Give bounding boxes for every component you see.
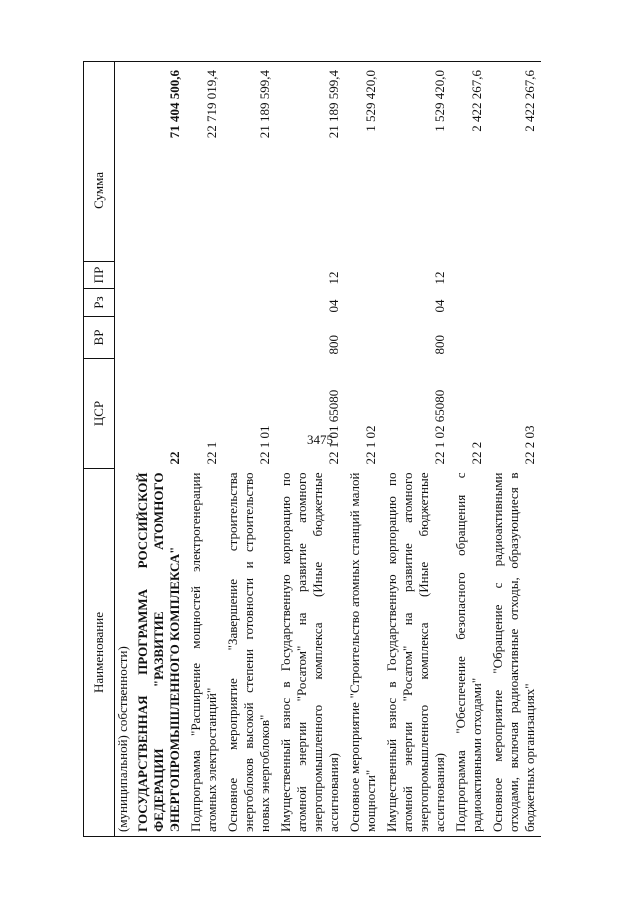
budget-table bbox=[83, 61, 541, 837]
row-rz bbox=[223, 289, 276, 317]
row-pr bbox=[345, 262, 382, 289]
row-rz bbox=[115, 289, 134, 317]
row-pr: 12 bbox=[432, 271, 447, 285]
table-row bbox=[223, 62, 276, 837]
row-name: Основное мероприятие "Завершение строительства энергоблоков высокой степени готовности и строительство новых энергоблоков" bbox=[223, 469, 276, 837]
rotated-document-page bbox=[83, 62, 603, 837]
row-pr: 12 bbox=[326, 271, 341, 285]
row-sum: 1 529 420,0 bbox=[382, 62, 451, 262]
row-sum: 1 529 420,0 bbox=[345, 62, 382, 262]
row-name: (муниципальной) собственности) bbox=[115, 469, 134, 837]
row-vr bbox=[186, 317, 223, 359]
row-name: Имущественный взнос в Государственную корпорацию по атомной энергии "Росатом" на развитие атомного энергопромышленного комплекса (Иные бюджетные ассигнования) bbox=[276, 469, 345, 837]
table-row bbox=[133, 62, 186, 837]
row-vr bbox=[223, 317, 276, 359]
row-pr bbox=[223, 262, 276, 289]
row-vr bbox=[115, 317, 134, 359]
table-row bbox=[345, 62, 382, 837]
row-csr: 22 1 01 bbox=[257, 425, 272, 465]
row-vr bbox=[488, 317, 541, 359]
row-pr bbox=[186, 262, 223, 289]
row-rz bbox=[133, 289, 186, 317]
row-rz: 04 bbox=[326, 299, 341, 313]
row-sum: 21 189 599,4 bbox=[276, 62, 345, 262]
row-name: Подпрограмма "Обеспечение безопасного обращения с радиоактивными отходами" bbox=[451, 469, 488, 837]
row-pr bbox=[488, 262, 541, 289]
table-row bbox=[488, 62, 541, 837]
row-vr bbox=[451, 317, 488, 359]
row-name: Основное мероприятие "Строительство атомных станций малой мощности" bbox=[345, 469, 382, 837]
header-csr: ЦСР bbox=[84, 359, 115, 469]
table-row bbox=[276, 62, 345, 837]
row-pr bbox=[133, 262, 186, 289]
row-vr: 800 bbox=[326, 335, 341, 355]
row-vr bbox=[133, 317, 186, 359]
row-name: Имущественный взнос в Государственную корпорацию по атомной энергии "Росатом" на развитие атомного энергопромышленного комплекса (Иные бюджетные ассигнования) bbox=[382, 469, 451, 837]
header-vr: ВР bbox=[84, 317, 115, 359]
header-name: Наименование bbox=[84, 469, 115, 837]
row-rz bbox=[488, 289, 541, 317]
table-row bbox=[451, 62, 488, 837]
header-pr: ПР bbox=[84, 262, 115, 289]
row-csr: 22 1 02 65080 bbox=[432, 389, 447, 465]
row-vr bbox=[345, 317, 382, 359]
row-sum: 21 189 599,4 bbox=[223, 62, 276, 262]
row-pr bbox=[451, 262, 488, 289]
row-name: Подпрограмма "Расширение мощностей электрогенерации атомных электростанций" bbox=[186, 469, 223, 837]
row-rz bbox=[345, 289, 382, 317]
row-rz: 04 bbox=[432, 299, 447, 313]
header-rz: Рз bbox=[84, 289, 115, 317]
row-sum bbox=[115, 62, 134, 262]
row-csr bbox=[115, 359, 134, 469]
header-sum: Сумма bbox=[84, 62, 115, 262]
table-row bbox=[186, 62, 223, 837]
table-body bbox=[115, 62, 542, 837]
table-row bbox=[115, 62, 134, 837]
row-csr: 22 1 01 65080 bbox=[326, 389, 341, 465]
row-name: ГОСУДАРСТВЕННАЯ ПРОГРАММА РОССИЙСКОЙ ФЕДЕРАЦИИ "РАЗВИТИЕ АТОМНОГО ЭНЕРГОПРОМЫШЛЕННОГО КОМПЛЕКСА" bbox=[133, 469, 186, 837]
page-number: 3475 bbox=[307, 432, 333, 447]
row-csr: 22 1 02 bbox=[363, 425, 378, 465]
row-name: Основное мероприятие "Обращение с радиоактивными отходами, включая радиоактивные отходы, образующиеся в бюджетных организациях" bbox=[488, 469, 541, 837]
row-csr: 22 1 bbox=[204, 441, 219, 465]
row-sum: 71 404 500,6 bbox=[133, 62, 186, 262]
row-sum: 2 422 267,6 bbox=[451, 62, 488, 262]
row-sum: 22 719 019,4 bbox=[186, 62, 223, 262]
row-sum: 2 422 267,6 bbox=[488, 62, 541, 262]
table-header bbox=[84, 62, 115, 837]
row-rz bbox=[451, 289, 488, 317]
row-rz bbox=[186, 289, 223, 317]
row-csr: 22 bbox=[167, 451, 182, 465]
table-row bbox=[382, 62, 451, 837]
row-pr bbox=[115, 262, 134, 289]
row-csr: 22 2 bbox=[469, 441, 484, 465]
row-vr: 800 bbox=[432, 335, 447, 355]
row-csr: 22 2 03 bbox=[522, 425, 537, 465]
